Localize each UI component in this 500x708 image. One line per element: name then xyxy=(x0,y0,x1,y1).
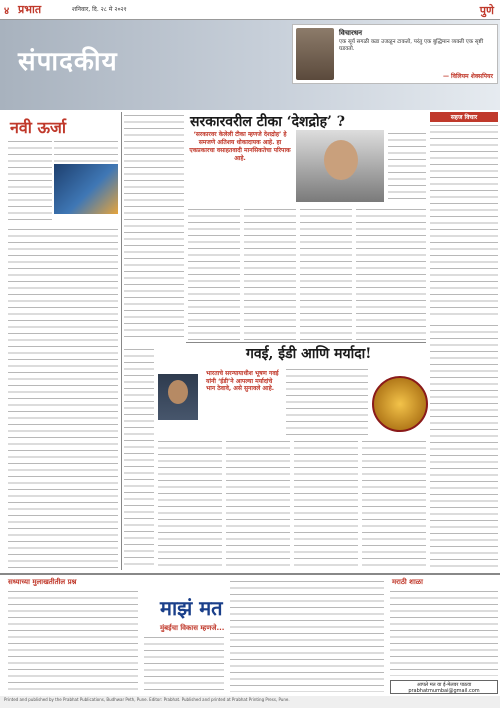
quote-author: — विलियम शेक्सपियर xyxy=(442,73,493,80)
email-link[interactable]: prabhatmumbai@gmail.com xyxy=(408,688,480,694)
letter-2-body xyxy=(144,634,224,692)
email-box xyxy=(390,680,498,694)
justice-photo xyxy=(158,374,198,420)
letters-section-title: माझं मत xyxy=(160,596,223,620)
article-urja-image xyxy=(54,164,118,214)
article-ed-body-3 xyxy=(158,438,222,570)
quote-box xyxy=(292,24,498,84)
sidebar-body xyxy=(430,122,498,318)
sidebar-heading: सहज विचार xyxy=(430,112,498,122)
sidebar-body-2 xyxy=(430,322,498,570)
article-tika-body-3 xyxy=(244,206,296,342)
article-tika-standfirst: ‘सरकारवर केलेली टीका म्हणजे देशद्रोह’ हे समजणे अतिशय धोकादायक आहे. हा एकप्रकारचा वसाहतवादी मानसिकतेचा परिपाक आहे. xyxy=(189,131,291,162)
article-tika-body-5 xyxy=(356,206,426,342)
masthead-strip xyxy=(0,0,500,20)
quote-text: एक सूर्य सगळी कडा उजळून टाकतो, परंतु एक बुद्धिमान व्यक्ती एक सृष्टी घडवतो. xyxy=(339,39,484,52)
letter-heading-2: मुंबईचा विकास म्हणजे... xyxy=(160,624,225,632)
author-face xyxy=(324,140,358,180)
ed-emblem-image xyxy=(372,376,428,432)
article-urja-headline: नवी ऊर्जा xyxy=(10,118,67,137)
article-urja-body xyxy=(8,138,52,224)
article-ed-headline: गवई, ईडी आणि मर्यादा! xyxy=(246,346,372,362)
article-ed-subtitle: भारताचे सरन्यायाधीश भूषण गवई यांनी ‘ईडी’ने आपल्या मर्यादांचे भान ठेवावे, असे सुनावले आहे. xyxy=(206,370,279,393)
justice-face xyxy=(168,380,188,404)
article-urja-body-3 xyxy=(8,226,118,570)
letter-heading-1: सध्याच्या मुलाखतीतील प्रश्न xyxy=(8,578,77,586)
article-tika-body-6 xyxy=(388,130,426,202)
author-portrait xyxy=(296,28,334,80)
author-photo xyxy=(296,130,384,202)
page-number: ४ xyxy=(4,6,10,17)
article-tika-body-2 xyxy=(188,206,240,342)
sidebar-column xyxy=(430,112,498,122)
letter-4-body xyxy=(390,588,498,676)
issue-date: शनिवार, दि. २८ मे २०२१ xyxy=(72,6,127,13)
quote-heading: विचारधन xyxy=(339,29,363,37)
article-tika-headline: सरकारवरील टीका ‘देशद्रोह’ ? xyxy=(190,114,346,130)
letter-3-body xyxy=(230,578,384,692)
letters-section xyxy=(0,576,500,694)
imprint-footer: Printed and published by the Prabhat Publications, Budhwar Peth, Pune. Editor: Prabhat. Published and printed at Prabhat Printing Press, Pune. xyxy=(0,696,500,708)
letter-1-body xyxy=(8,588,138,692)
letters-rule xyxy=(0,573,500,575)
section-title: संपादकीय xyxy=(18,47,118,77)
article-tika-body xyxy=(124,112,184,342)
column-divider xyxy=(121,112,122,570)
article-tika-body-4 xyxy=(300,206,352,342)
article-ed-body-5 xyxy=(294,438,358,570)
article-ed-body-2 xyxy=(286,366,368,436)
article-urja-body-2 xyxy=(54,138,118,162)
email-label: आपले मत या ई-मेलवर पाठवा xyxy=(416,682,472,688)
edition-city: पुणे xyxy=(479,4,494,17)
section-banner xyxy=(0,20,500,110)
article-ed-body-6 xyxy=(362,438,426,570)
letter-heading-3: मराठी शाळा xyxy=(392,578,423,586)
article-ed-body-4 xyxy=(226,438,290,570)
section-rule xyxy=(186,342,426,343)
article-ed-body xyxy=(124,346,154,570)
publication-logo: प्रभात xyxy=(18,3,42,16)
